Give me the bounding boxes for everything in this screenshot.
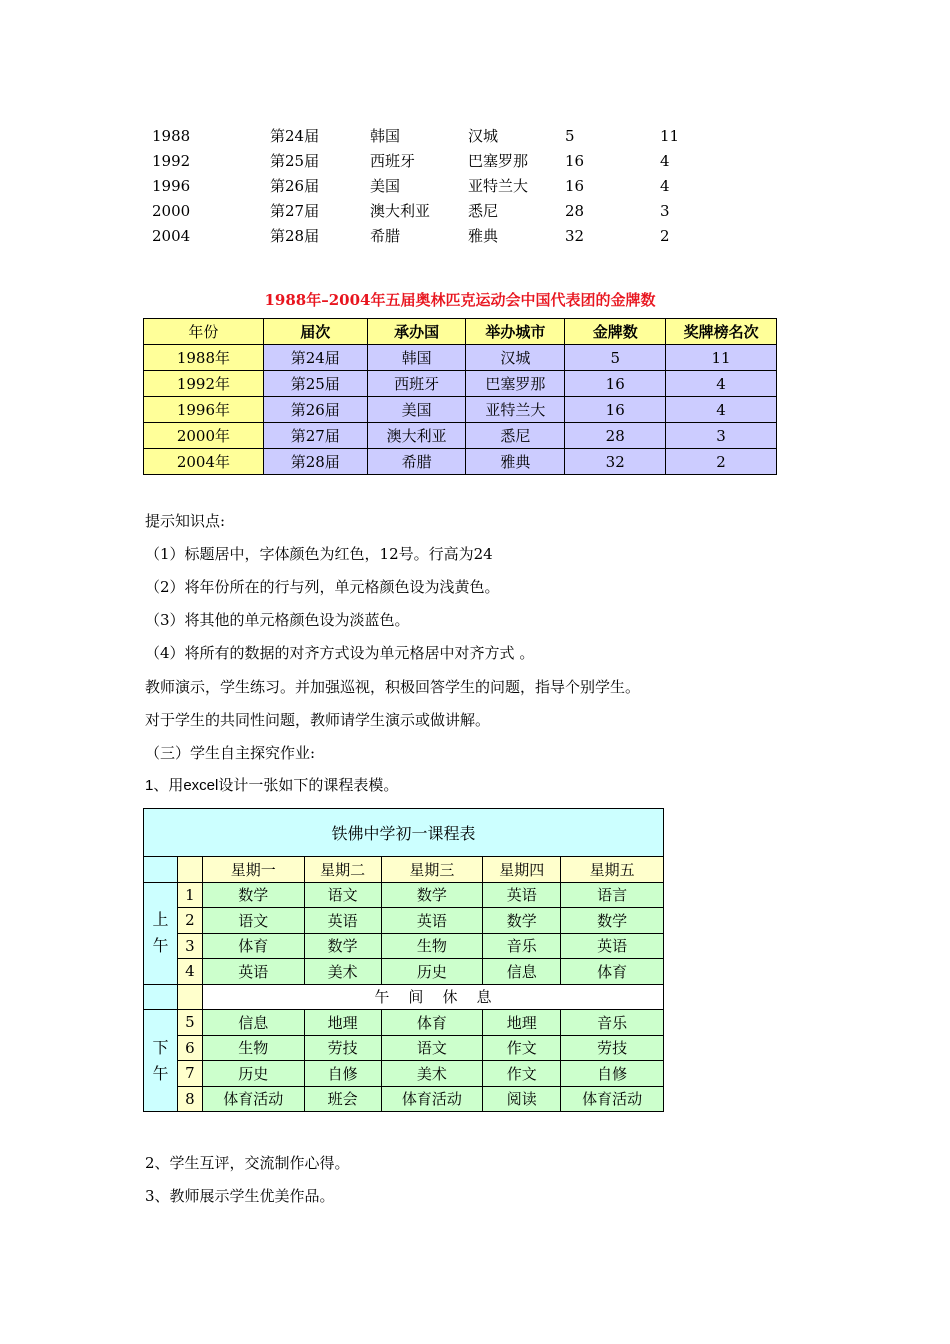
medal-table-title: 1988年–2004年五届奥林匹克运动会中国代表团的金牌数 xyxy=(264,291,656,309)
cell: 2000 xyxy=(152,202,191,220)
year-cell: 1988年 xyxy=(144,345,264,371)
class-cell: 生物 xyxy=(381,933,483,959)
period-number: 5 xyxy=(177,1010,202,1036)
task-1-excel: excel xyxy=(183,777,219,794)
class-cell: 数学 xyxy=(304,933,381,959)
class-cell: 阅读 xyxy=(483,1086,561,1112)
cell: 2 xyxy=(660,227,670,245)
cell: 美国 xyxy=(367,397,466,423)
table-row xyxy=(144,345,777,371)
cell: 巴塞罗那 xyxy=(466,371,565,397)
hints-heading: 提示知识点: xyxy=(145,512,226,530)
class-cell: 体育 xyxy=(561,959,664,985)
day-header: 星期二 xyxy=(304,857,381,883)
class-cell: 作文 xyxy=(483,1061,561,1087)
period-number: 6 xyxy=(177,1035,202,1061)
class-cell: 体育活动 xyxy=(202,1086,304,1112)
day-header: 星期一 xyxy=(202,857,304,883)
task-1-suffix: 设计一张如下的课程表模。 xyxy=(218,776,399,794)
class-cell: 作文 xyxy=(483,1035,561,1061)
period-row xyxy=(144,1035,664,1061)
afternoon-label: 下 午 xyxy=(144,1010,178,1112)
cell: 韩国 xyxy=(370,127,401,145)
class-cell: 体育 xyxy=(202,933,304,959)
class-cell: 体育 xyxy=(381,1010,483,1036)
cell: 4 xyxy=(666,371,777,397)
class-cell: 语文 xyxy=(381,1035,483,1061)
year-cell: 1996年 xyxy=(144,397,264,423)
table-row xyxy=(144,397,777,423)
cell: 第28届 xyxy=(263,449,367,475)
class-cell: 美术 xyxy=(304,959,381,985)
cell: 5 xyxy=(565,345,666,371)
cell: 4 xyxy=(666,397,777,423)
cell: 悉尼 xyxy=(466,423,565,449)
header-cell: 年份 xyxy=(144,319,264,345)
day-header: 星期四 xyxy=(483,857,561,883)
table-row xyxy=(144,449,777,475)
schedule-caption-row xyxy=(144,809,664,857)
cell: 28 xyxy=(565,202,585,220)
cell: 16 xyxy=(565,152,585,170)
table-row xyxy=(0,199,950,224)
class-cell: 体育活动 xyxy=(381,1086,483,1112)
closing-item: 2、学生互评，交流制作心得。 xyxy=(145,1154,350,1172)
break-number-cell xyxy=(177,984,202,1010)
cell: 第25届 xyxy=(270,152,320,170)
cell: 韩国 xyxy=(367,345,466,371)
break-row xyxy=(144,984,664,1010)
cell: 1988 xyxy=(152,127,191,145)
class-cell: 英语 xyxy=(561,933,664,959)
table-row xyxy=(0,124,950,149)
period-number: 1 xyxy=(177,882,202,908)
cell: 2 xyxy=(666,449,777,475)
schedule-caption: 铁佛中学初一课程表 xyxy=(144,809,664,857)
header-cell: 奖牌榜名次 xyxy=(666,319,777,345)
cell: 雅典 xyxy=(466,449,565,475)
break-side-cell xyxy=(144,984,178,1010)
class-cell: 数学 xyxy=(381,882,483,908)
days-row xyxy=(144,857,664,883)
class-cell: 信息 xyxy=(483,959,561,985)
hint-item: （4）将所有的数据的对齐方式设为单元格居中对齐方式 。 xyxy=(145,644,535,662)
hint-item: （2）将年份所在的行与列，单元格颜色设为浅黄色。 xyxy=(145,578,500,596)
cell: 16 xyxy=(565,397,666,423)
period-number: 4 xyxy=(177,959,202,985)
cell: 西班牙 xyxy=(367,371,466,397)
cell: 1992 xyxy=(152,152,191,170)
cell: 澳大利亚 xyxy=(367,423,466,449)
class-cell: 班会 xyxy=(304,1086,381,1112)
class-cell: 语文 xyxy=(304,882,381,908)
schedule-table xyxy=(143,808,664,1112)
class-cell: 数学 xyxy=(561,908,664,934)
year-cell: 2004年 xyxy=(144,449,264,475)
class-cell: 语文 xyxy=(202,908,304,934)
period-row xyxy=(144,908,664,934)
cell: 第26届 xyxy=(263,397,367,423)
cell: 2004 xyxy=(152,227,191,245)
cell: 第24届 xyxy=(270,127,320,145)
class-cell: 劳技 xyxy=(561,1035,664,1061)
cell: 28 xyxy=(565,423,666,449)
class-cell: 自修 xyxy=(304,1061,381,1087)
cell: 亚特兰大 xyxy=(468,177,529,195)
class-cell: 地理 xyxy=(483,1010,561,1036)
section-heading: （三）学生自主探究作业: xyxy=(145,744,316,762)
cell: 3 xyxy=(666,423,777,449)
paragraph: 对于学生的共同性问题，教师请学生演示或做讲解。 xyxy=(145,711,491,729)
cell: 第27届 xyxy=(270,202,320,220)
task-1 xyxy=(145,774,398,795)
class-cell: 历史 xyxy=(381,959,483,985)
class-cell: 体育活动 xyxy=(561,1086,664,1112)
header-cell: 承办国 xyxy=(367,319,466,345)
paragraph: 教师演示，学生练习。并加强巡视，积极回答学生的问题，指导个别学生。 xyxy=(145,678,641,696)
cell: 汉城 xyxy=(468,127,499,145)
period-row xyxy=(144,959,664,985)
cell: 雅典 xyxy=(468,227,499,245)
lunch-break-label: 午 间 休 息 xyxy=(202,984,663,1010)
class-cell: 语言 xyxy=(561,882,664,908)
cell: 3 xyxy=(660,202,670,220)
class-cell: 自修 xyxy=(561,1061,664,1087)
cell: 1996 xyxy=(152,177,191,195)
day-header: 星期三 xyxy=(381,857,483,883)
period-row xyxy=(144,933,664,959)
table-row xyxy=(144,423,777,449)
class-cell: 英语 xyxy=(304,908,381,934)
class-cell: 音乐 xyxy=(483,933,561,959)
class-cell: 美术 xyxy=(381,1061,483,1087)
header-cell: 金牌数 xyxy=(565,319,666,345)
cell: 巴塞罗那 xyxy=(468,152,529,170)
table-row xyxy=(144,371,777,397)
closing-item: 3、教师展示学生优美作品。 xyxy=(145,1187,335,1205)
cell: 悉尼 xyxy=(468,202,499,220)
cell: 澳大利亚 xyxy=(370,202,431,220)
header-cell: 届次 xyxy=(263,319,367,345)
corner-cell xyxy=(144,857,178,883)
class-cell: 数学 xyxy=(202,882,304,908)
class-cell: 数学 xyxy=(483,908,561,934)
day-header: 星期五 xyxy=(561,857,664,883)
class-cell: 英语 xyxy=(202,959,304,985)
table-header-row xyxy=(144,319,777,345)
header-cell: 举办城市 xyxy=(466,319,565,345)
cell: 希腊 xyxy=(367,449,466,475)
cell: 亚特兰大 xyxy=(466,397,565,423)
cell: 11 xyxy=(666,345,777,371)
year-cell: 1992年 xyxy=(144,371,264,397)
hint-item: （3）将其他的单元格颜色设为淡蓝色。 xyxy=(145,611,410,629)
period-row xyxy=(144,882,664,908)
table-row xyxy=(0,224,950,249)
period-number: 2 xyxy=(177,908,202,934)
cell: 32 xyxy=(565,227,585,245)
period-number: 3 xyxy=(177,933,202,959)
class-cell: 地理 xyxy=(304,1010,381,1036)
cell: 32 xyxy=(565,449,666,475)
cell: 第26届 xyxy=(270,177,320,195)
period-row xyxy=(144,1010,664,1036)
cell: 希腊 xyxy=(370,227,401,245)
class-cell: 劳技 xyxy=(304,1035,381,1061)
class-cell: 英语 xyxy=(483,882,561,908)
cell: 11 xyxy=(660,127,680,145)
class-cell: 音乐 xyxy=(561,1010,664,1036)
cell: 汉城 xyxy=(466,345,565,371)
medal-table xyxy=(143,318,777,475)
period-row xyxy=(144,1086,664,1112)
year-cell: 2000年 xyxy=(144,423,264,449)
cell: 第28届 xyxy=(270,227,320,245)
class-cell: 英语 xyxy=(381,908,483,934)
cell: 西班牙 xyxy=(370,152,416,170)
class-cell: 生物 xyxy=(202,1035,304,1061)
cell: 第25届 xyxy=(263,371,367,397)
class-cell: 历史 xyxy=(202,1061,304,1087)
cell: 16 xyxy=(565,177,585,195)
table-row xyxy=(0,149,950,174)
task-1-prefix: 1、用 xyxy=(145,777,184,794)
morning-label: 上 午 xyxy=(144,882,178,984)
class-cell: 信息 xyxy=(202,1010,304,1036)
cell: 4 xyxy=(660,152,670,170)
cell: 4 xyxy=(660,177,670,195)
period-row xyxy=(144,1061,664,1087)
period-number: 8 xyxy=(177,1086,202,1112)
cell: 美国 xyxy=(370,177,401,195)
corner-cell xyxy=(177,857,202,883)
cell: 第27届 xyxy=(263,423,367,449)
cell: 第24届 xyxy=(263,345,367,371)
table-row xyxy=(0,174,950,199)
cell: 16 xyxy=(565,371,666,397)
hint-item: （1）标题居中，字体颜色为红色，12号。行高为24 xyxy=(145,545,493,563)
cell: 5 xyxy=(565,127,575,145)
period-number: 7 xyxy=(177,1061,202,1087)
